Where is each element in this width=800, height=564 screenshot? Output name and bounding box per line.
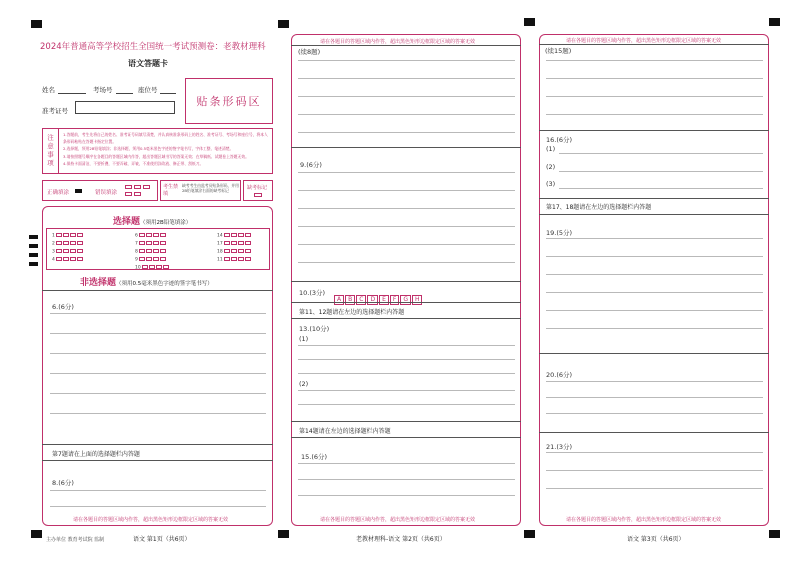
q8-continued-bottom-rule	[291, 147, 521, 148]
answer-line[interactable]	[546, 60, 763, 61]
q15-label: 15.(6分)	[301, 453, 328, 461]
choice-bubble[interactable]	[77, 233, 83, 237]
notice-box	[42, 128, 273, 174]
q10-choice-d[interactable]: D	[367, 295, 378, 305]
choice-bubble[interactable]	[56, 249, 62, 253]
corner-mark-top-left	[31, 20, 42, 28]
answer-line[interactable]	[298, 96, 515, 97]
answer-line[interactable]	[298, 226, 515, 227]
wrong-fill-label: 错误填涂	[95, 190, 118, 196]
choice-bubble[interactable]	[142, 265, 148, 269]
barcode-area	[185, 78, 273, 124]
wrong-fill-icon	[143, 185, 150, 189]
answer-line[interactable]	[546, 413, 763, 414]
answer-line[interactable]	[50, 413, 266, 414]
answer-line[interactable]	[546, 310, 763, 311]
q15-continued-bottom-rule	[539, 130, 769, 131]
row-mark	[29, 244, 38, 248]
corner-mark-bottom-left	[31, 530, 42, 538]
choice-bubble[interactable]	[63, 233, 69, 237]
choice-question-row[interactable]	[52, 241, 83, 247]
correct-fill-label: 正确填涂	[47, 190, 70, 196]
choice-question-row[interactable]	[217, 233, 251, 239]
corner-mark-bottom-mid	[278, 530, 289, 538]
row-mark	[29, 262, 38, 266]
q10-choice-b[interactable]: B	[345, 295, 355, 305]
answer-line[interactable]	[298, 463, 515, 464]
q10-choice-c[interactable]: C	[356, 295, 366, 305]
q9-bottom-rule	[291, 281, 521, 282]
choice-question-row[interactable]	[52, 249, 83, 255]
q10-choice-g[interactable]: G	[400, 295, 411, 305]
choice-question-row[interactable]	[217, 241, 251, 247]
choice-bubble[interactable]	[245, 233, 251, 237]
q6-bottom-rule	[42, 444, 273, 445]
answer-line[interactable]	[50, 373, 266, 374]
choice-bubble[interactable]	[139, 241, 145, 245]
answer-line[interactable]	[546, 397, 763, 398]
seat-no-label: 座位号	[138, 86, 158, 94]
q8-label: 8.(6分)	[52, 479, 74, 487]
choice-question-row[interactable]	[52, 257, 83, 263]
absent-mark-label: 缺考标记	[247, 185, 268, 191]
q13-bottom-rule	[291, 421, 521, 422]
choice-bubble[interactable]	[146, 257, 152, 261]
q14-bottom-rule	[291, 437, 521, 438]
q8-continued-label: (续8题)	[298, 48, 321, 56]
seat-no-field[interactable]	[160, 93, 176, 94]
exam-no-field[interactable]	[116, 93, 133, 94]
answer-line[interactable]	[298, 190, 515, 191]
answer-line[interactable]	[546, 256, 763, 257]
answer-line[interactable]	[546, 114, 763, 115]
q16-part1-line[interactable]	[559, 153, 763, 154]
choice-question-number: 9	[135, 257, 138, 263]
answer-line[interactable]	[546, 274, 763, 275]
candidate-prohibited-label: 考生禁填	[163, 184, 179, 197]
answer-line[interactable]	[298, 373, 515, 374]
choice-bubble[interactable]	[146, 249, 152, 253]
q9-label: 9.(6分)	[300, 161, 322, 169]
choice-question-row[interactable]	[52, 233, 83, 239]
answer-line[interactable]	[298, 390, 515, 391]
q10-choice-e[interactable]: E	[379, 295, 389, 305]
choice-bubble[interactable]	[63, 257, 69, 261]
choice-bubble[interactable]	[149, 265, 155, 269]
q7-bottom-rule	[42, 460, 273, 461]
choice-bubble[interactable]	[146, 241, 152, 245]
notice-item: 1.答题前，考生先将自己的姓名、准考证号码填写清楚，并认真核准条形码上的姓名、准考证号、考场号和座位号，将本人	[63, 132, 268, 137]
answer-line[interactable]	[546, 488, 763, 489]
q16-part1-label: (1)	[546, 145, 556, 153]
q6-label: 6.(6分)	[52, 303, 74, 311]
choice-question-number: 17	[217, 241, 223, 247]
choice-question-number: 10	[135, 265, 141, 271]
choice-question-row[interactable]	[217, 257, 251, 263]
choice-bubble[interactable]	[56, 233, 62, 237]
choice-bubble[interactable]	[231, 241, 237, 245]
choice-bubble[interactable]	[238, 257, 244, 261]
page1-footer-note: 请在各题目的答题区域内作答，超出黑色矩形边框限定区域的答案无效	[73, 517, 229, 523]
wrong-fill-icon	[125, 185, 132, 189]
choice-bubble[interactable]	[238, 241, 244, 245]
page2-number: 老教材理科-语文 第2页（共6页）	[356, 536, 446, 543]
answer-line[interactable]	[298, 495, 515, 496]
choice-section-label: 选择题	[113, 217, 141, 227]
choice-bubble[interactable]	[70, 241, 76, 245]
choice-bubble[interactable]	[231, 257, 237, 261]
choice-question-row[interactable]	[135, 249, 166, 255]
answer-line[interactable]	[298, 479, 515, 480]
choice-bubble[interactable]	[63, 241, 69, 245]
q7-note: 第7题请在上面的选择题栏内答题	[52, 451, 140, 458]
answer-line[interactable]	[298, 78, 515, 79]
card-title: 语文答题卡	[128, 59, 168, 68]
page2-header-note: 请在各题目的答题区域内作答，超出黑色矩形边框限定区域的答案无效	[320, 39, 476, 45]
answer-line[interactable]	[546, 238, 763, 239]
choice-bubble[interactable]	[238, 249, 244, 253]
q14-note: 第14题请在左边的选择题栏内答题	[299, 428, 391, 435]
written-section-rule	[42, 290, 273, 291]
answer-line[interactable]	[298, 114, 515, 115]
answer-line[interactable]	[546, 470, 763, 471]
q13-label: 13.(10分)	[299, 325, 330, 333]
page3-header-note: 请在各题目的答题区域内作答，超出黑色矩形边框限定区域的答案无效	[566, 38, 722, 44]
choice-bubble[interactable]	[56, 241, 62, 245]
choice-bubble[interactable]	[139, 257, 145, 261]
choice-bubble[interactable]	[231, 249, 237, 253]
wrong-fill-icon	[125, 192, 132, 196]
q16-part3-label: (3)	[546, 180, 556, 188]
choice-question-row[interactable]	[135, 241, 166, 247]
q16-part3-line[interactable]	[559, 188, 763, 189]
notice-heading: 注意事项	[46, 134, 54, 168]
choice-bubble[interactable]	[153, 257, 159, 261]
name-label: 姓名	[42, 86, 55, 94]
choice-bubble[interactable]	[139, 249, 145, 253]
q10-choice-h[interactable]: H	[412, 295, 423, 305]
choice-question-number: 6	[135, 233, 138, 239]
choice-question-row[interactable]	[217, 249, 251, 255]
q21-label: 21.(3分)	[546, 443, 573, 451]
choice-bubble[interactable]	[245, 249, 251, 253]
choice-bubble[interactable]	[156, 265, 162, 269]
exam-no-label: 考场号	[93, 86, 113, 94]
choice-bubble[interactable]	[77, 241, 83, 245]
answer-line[interactable]	[546, 452, 763, 453]
ticket-no-label: 准考证号	[42, 107, 68, 115]
q16-part2-line[interactable]	[559, 171, 763, 172]
choice-bubble[interactable]	[146, 233, 152, 237]
choice-bubble[interactable]	[231, 233, 237, 237]
q16-part2-label: (2)	[546, 163, 556, 171]
notice-item: 条形码粘贴在答题卡指定位置。	[63, 139, 117, 145]
answer-line[interactable]	[546, 328, 763, 329]
choice-bubble[interactable]	[77, 249, 83, 253]
written-section-sub: （须用0.5毫米黑色字迹的签字笔书写）	[116, 281, 213, 287]
q11-12-bottom-rule	[291, 318, 521, 319]
page3-top-rule	[539, 44, 769, 45]
absent-mark-box	[243, 180, 273, 201]
q13-part2-label: (2)	[299, 380, 309, 388]
page1-tiny-label: 主办单位 教育考试院 监制	[46, 537, 105, 543]
choice-bubble[interactable]	[163, 265, 169, 269]
answer-line[interactable]	[298, 172, 515, 173]
answer-line[interactable]	[546, 78, 763, 79]
answer-line[interactable]	[50, 353, 266, 354]
choice-section-sub: （须用2B铅笔填涂）	[140, 220, 192, 226]
answer-line[interactable]	[50, 393, 266, 394]
choice-bubble[interactable]	[224, 241, 230, 245]
choice-question-number: 14	[217, 233, 223, 239]
q16-label: 16.(6分)	[546, 136, 573, 144]
answer-line[interactable]	[546, 381, 763, 382]
choice-question-row[interactable]	[135, 265, 169, 271]
corner-mark-top-mid	[278, 20, 289, 28]
fill-example-box	[42, 180, 158, 201]
answer-line[interactable]	[298, 345, 515, 346]
row-mark	[29, 253, 38, 257]
choice-question-number: 18	[217, 249, 223, 255]
q10-choice-f[interactable]: F	[390, 295, 399, 305]
choice-bubble[interactable]	[160, 257, 166, 261]
choice-question-number: 8	[135, 249, 138, 255]
answer-line[interactable]	[298, 208, 515, 209]
q11-12-note: 第11、12题请在左边的选择题栏内答题	[299, 309, 405, 316]
choice-bubble[interactable]	[160, 241, 166, 245]
answer-line[interactable]	[546, 96, 763, 97]
choice-bubble[interactable]	[153, 241, 159, 245]
q20-bottom-rule	[539, 432, 769, 433]
barcode-label: 贴条形码区	[196, 95, 262, 108]
choice-bubble[interactable]	[245, 241, 251, 245]
choice-bubble[interactable]	[63, 249, 69, 253]
choice-bubble[interactable]	[70, 249, 76, 253]
choice-section-title	[113, 214, 191, 227]
answer-line[interactable]	[298, 404, 515, 405]
answer-line[interactable]	[298, 262, 515, 263]
q13-part1-label: (1)	[299, 335, 309, 343]
candidate-prohibited-text: 缺考考生由监考员贴条形码，并用2B铅笔填涂右面的缺考标记	[182, 183, 239, 193]
page2-footer-note: 请在各题目的答题区域内作答，超出黑色矩形边框限定区域的答案无效	[320, 517, 476, 523]
q15-continued-label: (续15题)	[545, 47, 572, 55]
corner-mark-bottom-right-b	[769, 530, 780, 538]
choice-bubble[interactable]	[77, 257, 83, 261]
choice-question-number: 11	[217, 257, 223, 263]
choice-question-number: 3	[52, 249, 55, 255]
row-mark	[29, 235, 38, 239]
q19-label: 19.(5分)	[546, 229, 573, 237]
answer-line[interactable]	[50, 490, 266, 491]
candidate-prohibited-box	[160, 180, 241, 201]
q19-bottom-rule	[539, 353, 769, 354]
page2-top-rule	[291, 45, 521, 46]
written-section-title	[80, 275, 213, 288]
answer-line[interactable]	[298, 359, 515, 360]
page1-number: 语文 第1页（共6页）	[133, 536, 191, 543]
q10-bottom-rule	[291, 302, 521, 303]
choice-bubble[interactable]	[160, 233, 166, 237]
page3-footer-note: 请在各题目的答题区域内作答，超出黑色矩形边框限定区域的答案无效	[566, 517, 722, 523]
answer-line[interactable]	[50, 506, 266, 507]
answer-line[interactable]	[50, 313, 266, 314]
choice-bubble[interactable]	[139, 233, 145, 237]
choice-question-row[interactable]	[135, 257, 166, 263]
choice-bubble[interactable]	[245, 257, 251, 261]
exam-title: 2024年普通高等学校招生全国统一考试预测卷：老教材理科	[40, 42, 266, 52]
q17-18-note: 第17、18题请在左边的选择题栏内答题	[546, 204, 652, 211]
notice-item: 4.保持卡面清洁，不要折叠，不要弄破、弄皱，不准使用涂改液、修正带、刮纸刀。	[63, 160, 204, 166]
wrong-fill-icon	[134, 185, 141, 189]
choice-question-row[interactable]	[135, 233, 166, 239]
choice-question-number: 7	[135, 241, 138, 247]
answer-line[interactable]	[298, 244, 515, 245]
choice-bubble[interactable]	[224, 257, 230, 261]
corner-mark-bottom-right-a	[524, 530, 535, 538]
q17-18-bottom-rule	[539, 214, 769, 215]
page3-number: 语文 第3页（共6页）	[627, 536, 685, 543]
q10-label: 10.(3分)	[299, 289, 326, 297]
choice-bubble[interactable]	[70, 233, 76, 237]
notice-item: 3.请按照题号顺序在各题目的答题区域内作答，超出答题区域书写的答案无效；在草稿纸、试题卷上答题无效。	[63, 153, 249, 159]
answer-line[interactable]	[546, 292, 763, 293]
choice-bubble[interactable]	[238, 233, 244, 237]
answer-line[interactable]	[50, 333, 266, 334]
correct-fill-icon	[75, 189, 82, 193]
notice-item: 2.选择题，须用2B铅笔填涂；非选择题，须用0.5毫米黑色字迹的签字笔书写，字体工整、笔迹清楚。	[63, 146, 234, 152]
choice-bubble[interactable]	[56, 257, 62, 261]
choice-bubble[interactable]	[70, 257, 76, 261]
q16-bottom-rule	[539, 198, 769, 199]
q20-label: 20.(6分)	[546, 371, 573, 379]
corner-mark-top-right-a	[524, 18, 535, 26]
choice-bubble[interactable]	[224, 249, 230, 253]
absent-mark-checkbox[interactable]	[254, 193, 262, 197]
corner-mark-top-right-b	[769, 18, 780, 26]
answer-line[interactable]	[298, 60, 515, 61]
choice-question-number: 1	[52, 233, 55, 239]
choice-question-number: 4	[52, 257, 55, 263]
choice-question-number: 2	[52, 241, 55, 247]
answer-line[interactable]	[298, 132, 515, 133]
choice-bubble[interactable]	[224, 233, 230, 237]
name-field[interactable]	[58, 93, 86, 94]
ticket-no-boxes[interactable]	[75, 101, 175, 114]
wrong-fill-icon	[134, 192, 141, 196]
q10-choice-a[interactable]: A	[334, 295, 344, 305]
choice-bubble[interactable]	[153, 249, 159, 253]
choice-bubble[interactable]	[153, 233, 159, 237]
choice-bubble[interactable]	[160, 249, 166, 253]
written-section-label: 非选择题	[80, 278, 117, 288]
